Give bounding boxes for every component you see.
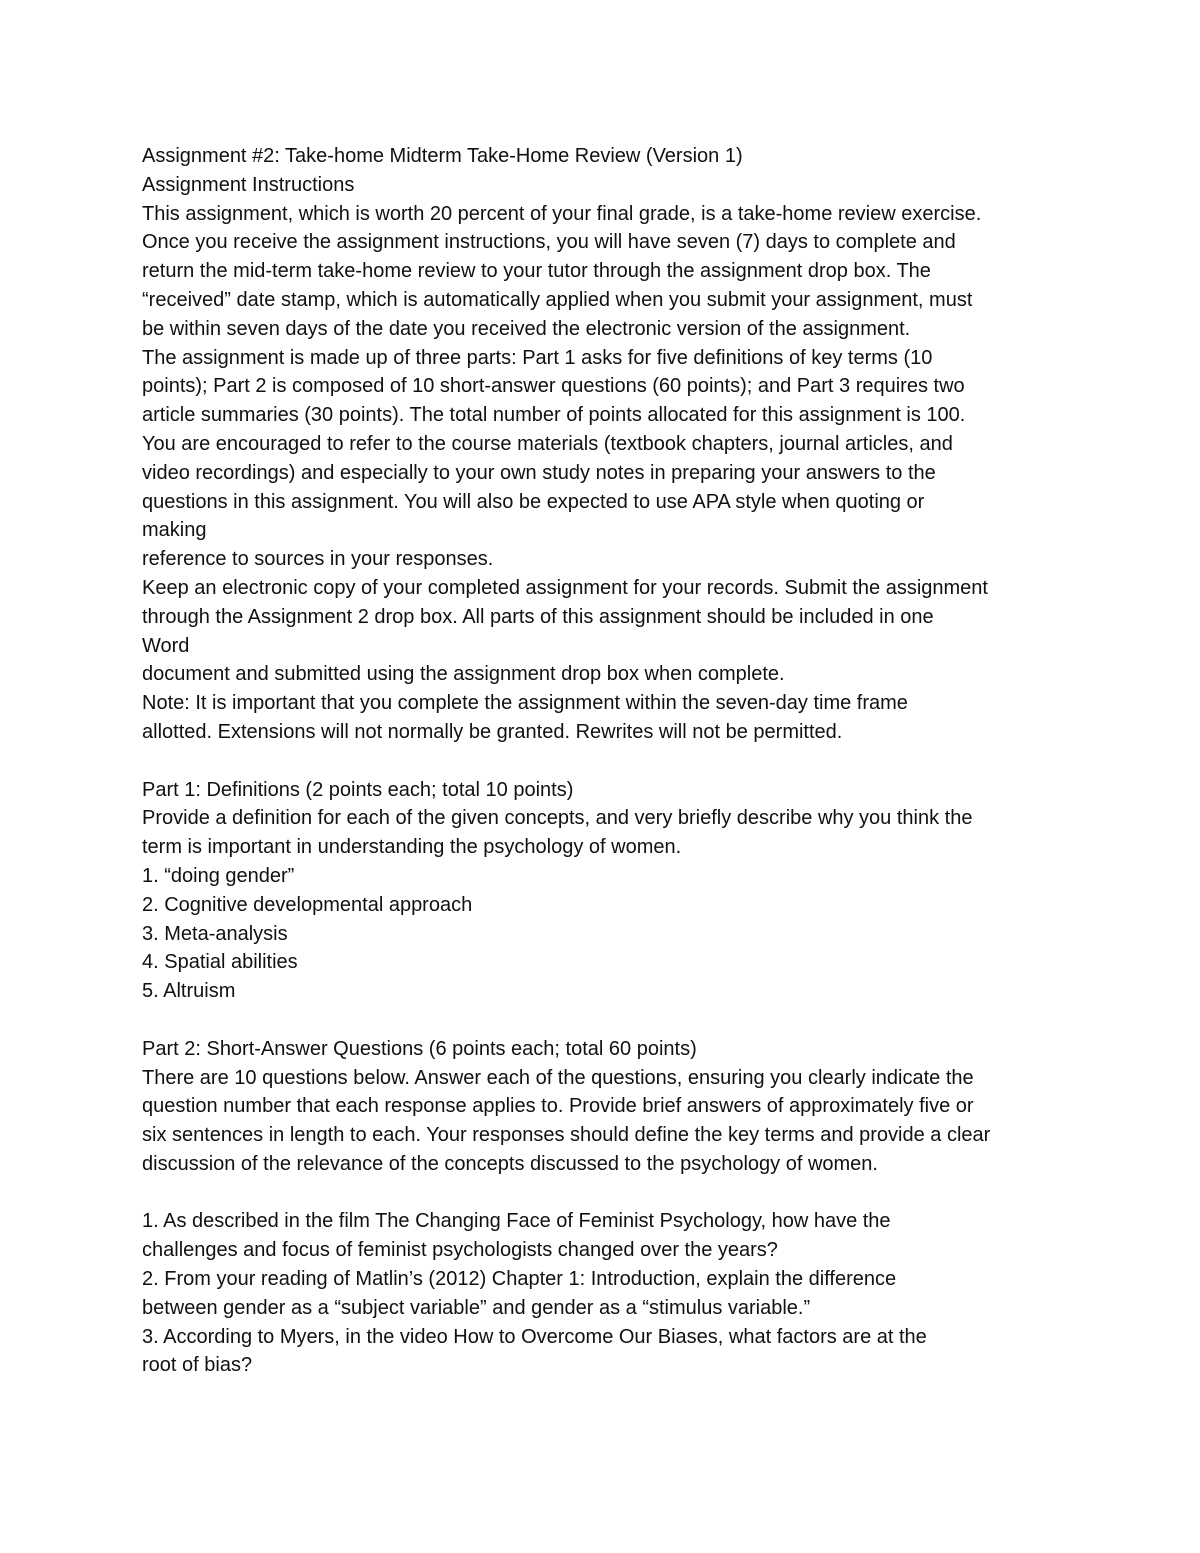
intro-line: document and submitted using the assignment drop box when complete.: [142, 663, 785, 686]
intro-line: Keep an electronic copy of your completed assignment for your records. Submit the assignment: [142, 576, 988, 599]
intro-line: return the mid-term take-home review to your tutor through the assignment drop box. The: [142, 260, 931, 283]
question-line: 1. As described in the film The Changing Face of Feminist Psychology, how have the: [142, 1210, 891, 1233]
part1-line: term is important in understanding the psychology of women.: [142, 836, 682, 859]
intro-line: questions in this assignment. You will also be expected to use APA style when quoting or: [142, 490, 925, 513]
document-title: Assignment #2: Take-home Midterm Take-Home Review (Version 1): [142, 145, 743, 167]
intro-line: reference to sources in your responses.: [142, 548, 494, 571]
list-item: 3. Meta-analysis: [142, 922, 288, 945]
intro-line: be within seven days of the date you received the electronic version of the assignment.: [142, 317, 911, 340]
list-item: 2. Cognitive developmental approach: [142, 893, 473, 916]
question-line: challenges and focus of feminist psychologists changed over the years?: [142, 1239, 778, 1262]
intro-line: video recordings) and especially to your own study notes in preparing your answers to the: [142, 461, 936, 484]
part2-heading: Part 2: Short-Answer Questions (6 points each; total 60 points): [142, 1037, 697, 1060]
question-line: 3. According to Myers, in the video How to Overcome Our Biases, what factors are at the: [142, 1325, 927, 1348]
part1-heading: Part 1: Definitions (2 points each; total 10 points): [142, 778, 574, 801]
intro-line: This assignment, which is worth 20 percent of your final grade, is a take-home review exercise.: [142, 202, 982, 225]
list-item: 5. Altruism: [142, 980, 236, 1003]
intro-line: Word: [142, 634, 190, 657]
part2-line: six sentences in length to each. Your responses should define the key terms and provide a clear: [142, 1124, 991, 1147]
intro-line: through the Assignment 2 drop box. All parts of this assignment should be included in one: [142, 605, 934, 628]
paragraph-spacer: [142, 1006, 1072, 1035]
question-line: root of bias?: [142, 1354, 253, 1377]
intro-line: points); Part 2 is composed of 10 short-answer questions (60 points); and Part 3 requires two: [142, 375, 965, 398]
intro-line: “received” date stamp, which is automatically applied when you submit your assignment, must: [142, 288, 973, 311]
paragraph-spacer: [142, 747, 1072, 776]
intro-line: Note: It is important that you complete the assignment within the seven-day time frame: [142, 692, 908, 715]
instructions-heading: Assignment Instructions: [142, 173, 355, 196]
intro-line: allotted. Extensions will not normally be granted. Rewrites will not be permitted.: [142, 720, 843, 743]
intro-line: Once you receive the assignment instructions, you will have seven (7) days to complete and: [142, 231, 956, 254]
intro-line: making: [142, 519, 207, 542]
part1-line: Provide a definition for each of the given concepts, and very briefly describe why you think the: [142, 807, 973, 830]
list-item: 4. Spatial abilities: [142, 951, 298, 974]
part2-line: question number that each response applies to. Provide brief answers of approximately five or: [142, 1095, 974, 1118]
intro-line: You are encouraged to refer to the course materials (textbook chapters, journal articles, and: [142, 432, 953, 455]
intro-line: The assignment is made up of three parts: Part 1 asks for five definitions of key terms (10: [142, 346, 933, 369]
part2-line: There are 10 questions below. Answer each of the questions, ensuring you clearly indicate the: [142, 1066, 974, 1089]
intro-line: article summaries (30 points). The total number of points allocated for this assignment is 100.: [142, 404, 966, 427]
list-item: 1. “doing gender”: [142, 864, 295, 887]
question-line: 2. From your reading of Matlin’s (2012) Chapter 1: Introduction, explain the difference: [142, 1268, 897, 1291]
document-page: [142, 142, 1072, 1380]
part2-line: discussion of the relevance of the concepts discussed to the psychology of women.: [142, 1152, 878, 1175]
paragraph-spacer: [142, 1179, 1072, 1208]
question-line: between gender as a “subject variable” and gender as a “stimulus variable.”: [142, 1296, 811, 1319]
